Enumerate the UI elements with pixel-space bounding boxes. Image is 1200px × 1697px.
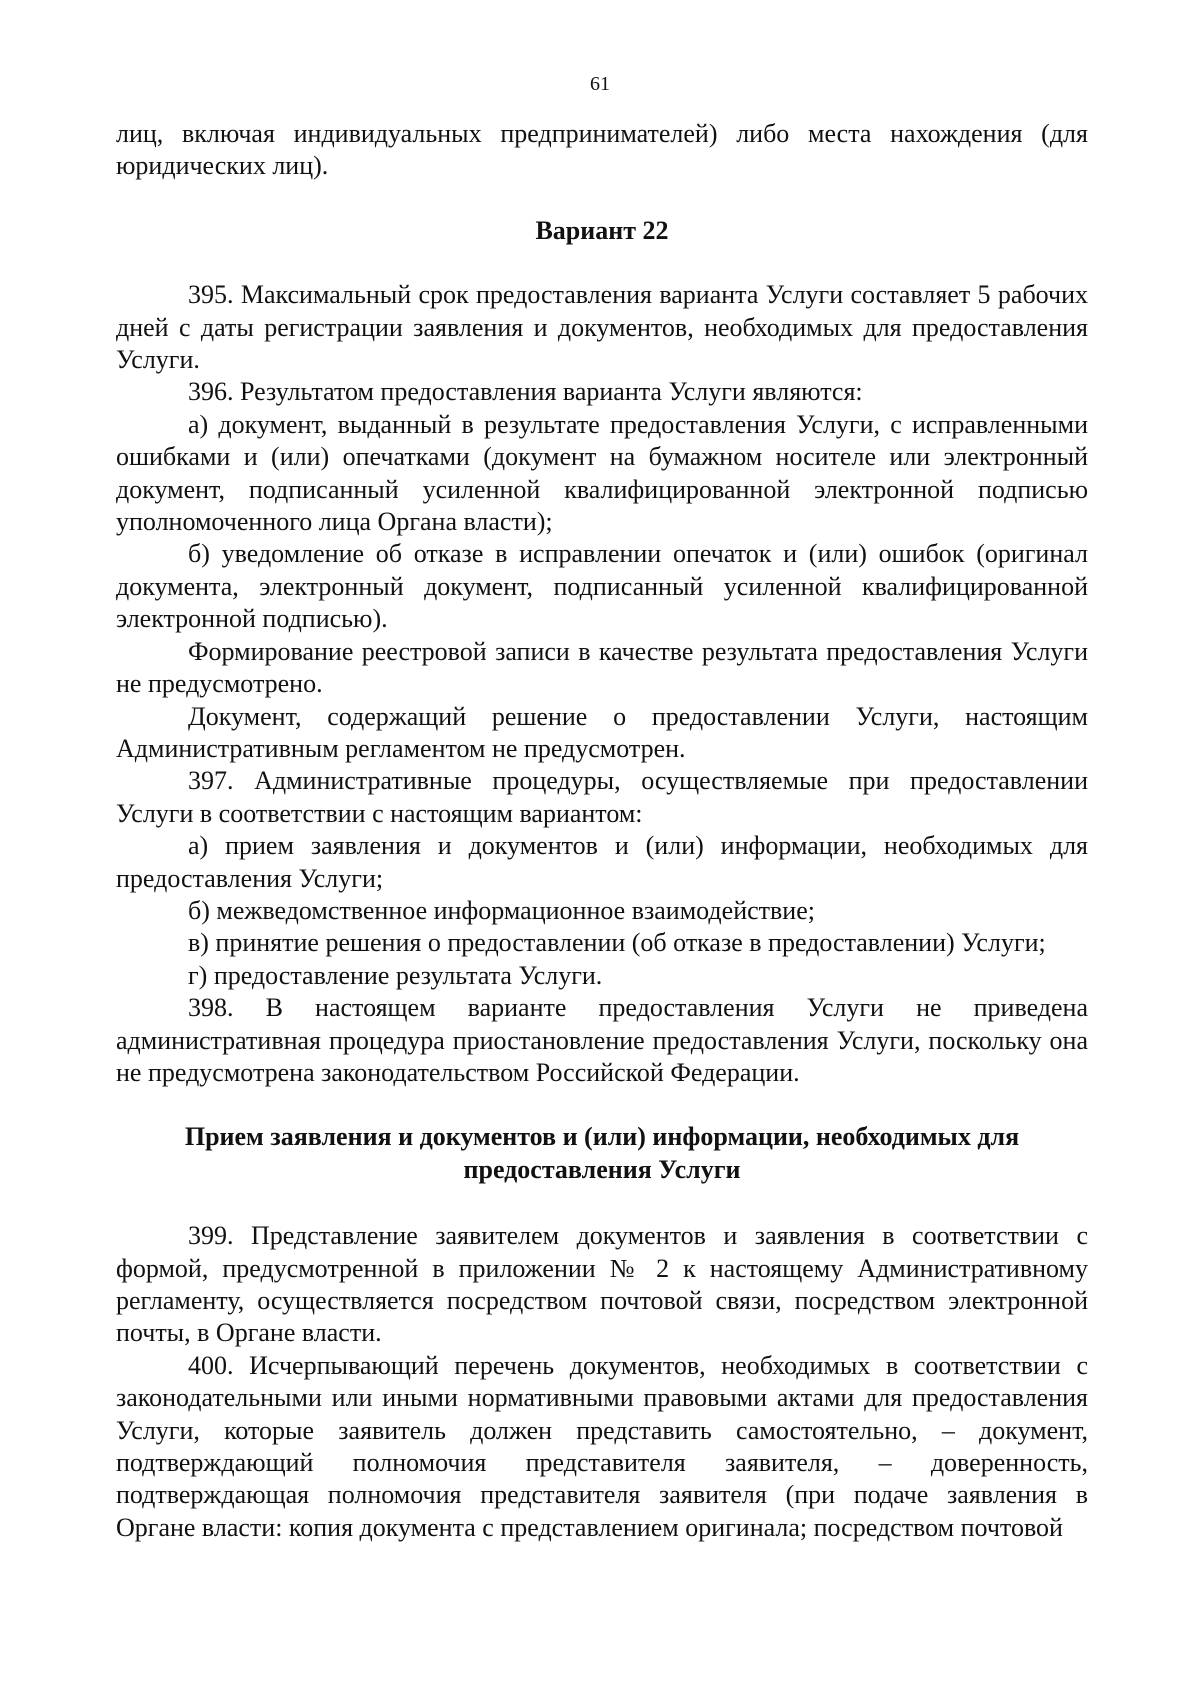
list-item-397-c: в) принятие решения о предоставлении (об отказе в предоставлении) Услуги; (188, 928, 1046, 958)
list-item-397-d: г) предоставление результата Услуги. (188, 960, 603, 990)
list-item-396-a: а) документ, выданный в результате предоставления Услуги, с исправленными ошибками и (или) опечатками (документ на бумажном носителе или электронный документ, подписанный усиленной квалифицированной электронной подписью уполномоченного лица Органа власти); (116, 409, 1088, 537)
paragraph-400: 400. Исчерпывающий перечень документов, необходимых в соответствии с законодательными или иными нормативными правовыми актами для предоставления Услуги, которые заявитель должен представить самостоятельно, – документ, подтверждающий полномочия представителя заявителя, – доверенность, подтверждающая полномочия представителя заявителя (при подаче заявления в Органе власти: копия документа с представлением оригинала; посредством почтовой (116, 1350, 1088, 1542)
list-item-397-a: а) прием заявления и документов и (или) информации, необходимых для предоставления Услуги; (116, 831, 1088, 893)
variant-heading: Вариант 22 (535, 215, 669, 245)
decision-document-paragraph: Документ, содержащий решение о предоставлении Услуги, настоящим Административным регламентом не предусмотрен. (116, 701, 1088, 763)
paragraph-399: 399. Представление заявителем документов и заявления в соответствии с формой, предусмотренной в приложении № 2 к настоящему Административному регламенту, осуществляется посредством почтовой связи, посредством электронной почты, в Органе власти. (116, 1221, 1088, 1348)
paragraph-396: 396. Результатом предоставления варианта Услуги являются: (188, 377, 863, 407)
paragraph-398: 398. В настоящем варианте предоставления Услуги не приведена административная процедура приостановление предоставления Услуги, поскольку она не предусмотрена законодательством Российской Федерации. (116, 993, 1088, 1087)
list-item-396-b: б) уведомление об отказе в исправлении опечаток и (или) ошибок (оригинал документа, электронный документ, подписанный усиленной квалифицированной электронной подписью). (116, 539, 1088, 634)
list-item-397-b: б) межведомственное информационное взаимодействие; (188, 895, 815, 925)
document-body (116, 118, 1088, 1544)
page-number: 61 (590, 73, 610, 95)
intro-paragraph: лиц, включая индивидуальных предпринимателей) либо места нахождения (для юридических лиц). (116, 119, 1088, 181)
paragraph-397: 397. Административные процедуры, осуществляемые при предоставлении Услуги в соответствии с настоящим вариантом: (116, 766, 1088, 828)
section-heading: Прием заявления и документов и (или) информации, необходимых для предоставления Услуги (184, 1122, 1020, 1184)
registry-record-paragraph: Формирование реестровой записи в качестве результата предоставления Услуги не предусмотрено. (116, 636, 1088, 699)
paragraph-395: 395. Максимальный срок предоставления варианта Услуги составляет 5 рабочих дней с даты регистрации заявления и документов, необходимых для предоставления Услуги. (116, 280, 1088, 375)
